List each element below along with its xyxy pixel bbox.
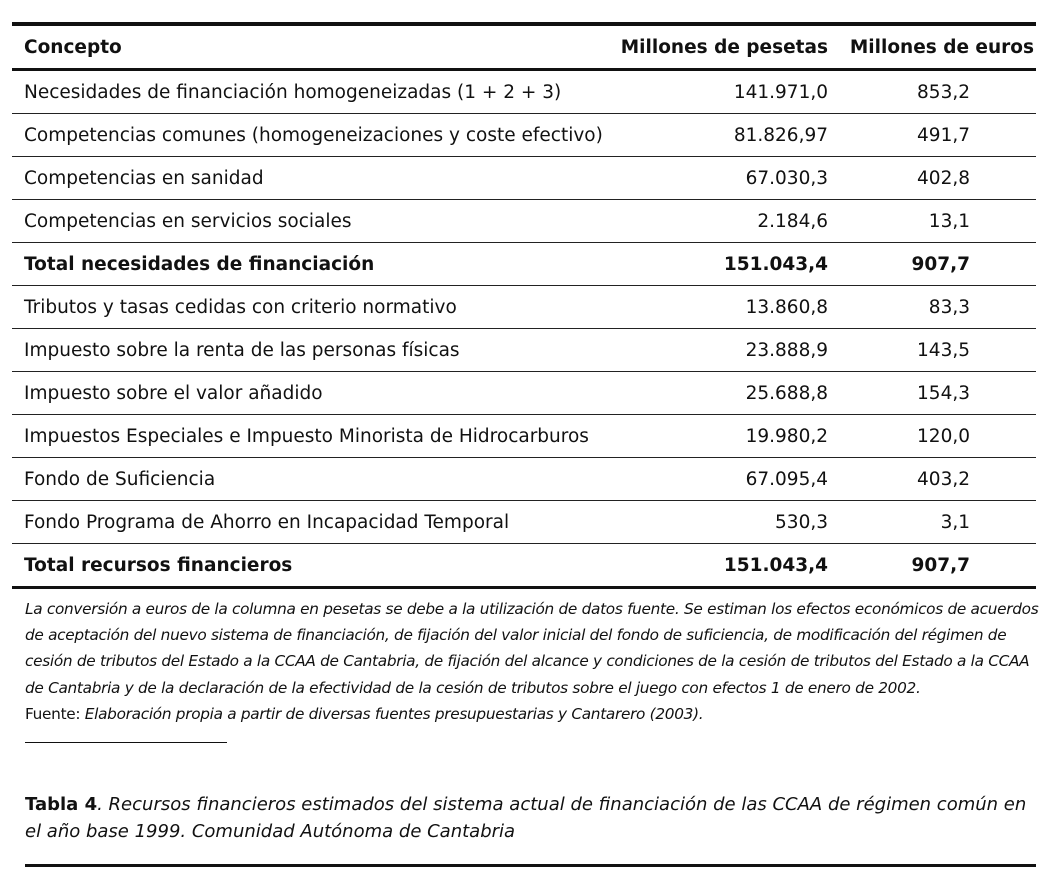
header-pesetas: Millones de pesetas <box>620 36 828 58</box>
table-notes <box>25 596 1040 727</box>
cell-euros: 907,7 <box>911 554 970 576</box>
cell-euros: 402,8 <box>917 167 970 189</box>
cell-euros: 853,2 <box>917 81 970 103</box>
cell-pesetas: 13.860,8 <box>745 296 828 318</box>
notes-text: La conversión a euros de la columna en pesetas se debe a la utilización de datos fuente. Se estiman los efectos económicos de acuerdos de aceptación del nuevo sistema de financiación, de fijación del valor inicial del fondo de suficiencia, de modificación del régimen de cesión de tributos del Estado a la CCAA de Cantabria, de fijación del alcance y condiciones de la cesión de tributos del Estado a la CCAA de Cantabria y de la declaración de la efectividad de la cesión de tributos sobre el juego con efectos 1 de enero de 2002. <box>25 600 1039 697</box>
table-row <box>12 329 1036 372</box>
table-row <box>12 415 1036 458</box>
cell-concepto: Fondo de Suficiencia <box>24 468 216 490</box>
cell-concepto: Impuesto sobre el valor añadido <box>24 382 323 404</box>
cell-pesetas: 25.688,8 <box>745 382 828 404</box>
table-row <box>12 501 1036 544</box>
table-row <box>12 114 1036 157</box>
cell-pesetas: 141.971,0 <box>733 81 828 103</box>
cell-pesetas: 19.980,2 <box>745 425 828 447</box>
cell-pesetas: 151.043,4 <box>723 253 828 275</box>
cell-concepto: Necesidades de financiación homogeneizadas (1 + 2 + 3) <box>24 81 562 103</box>
cell-concepto: Total necesidades de financiación <box>24 253 375 275</box>
cell-pesetas: 67.095,4 <box>745 468 828 490</box>
cell-euros: 491,7 <box>917 124 970 146</box>
cell-pesetas: 2.184,6 <box>757 210 828 232</box>
caption-label: Tabla 4 <box>25 794 98 815</box>
cell-euros: 83,3 <box>928 296 970 318</box>
cell-concepto: Total recursos financieros <box>24 554 293 576</box>
table-caption <box>25 792 1035 845</box>
table-row <box>12 286 1036 329</box>
cell-euros: 120,0 <box>917 425 970 447</box>
footnote-rule <box>25 742 227 743</box>
cell-pesetas: 530,3 <box>775 511 828 533</box>
source-label: Fuente: <box>25 704 81 723</box>
cell-euros: 143,5 <box>917 339 970 361</box>
table-row <box>12 372 1036 415</box>
caption-text: . Recursos financieros estimados del sistema actual de financiación de las CCAA de régimen común en el año base 1999. Comunidad Autónoma de Cantabria <box>25 794 1027 842</box>
cell-concepto: Competencias en sanidad <box>24 167 264 189</box>
financing-table <box>12 22 1036 589</box>
bottom-rule <box>25 864 1036 867</box>
table-row <box>12 200 1036 243</box>
cell-concepto: Competencias comunes (homogeneizaciones y coste efectivo) <box>24 124 603 146</box>
cell-euros: 154,3 <box>917 382 970 404</box>
table-total-row <box>12 243 1036 286</box>
cell-concepto: Tributos y tasas cedidas con criterio normativo <box>24 296 457 318</box>
cell-concepto: Impuestos Especiales e Impuesto Minorista de Hidrocarburos <box>24 425 589 447</box>
header-euros: Millones de euros <box>849 36 1034 58</box>
cell-concepto: Impuesto sobre la renta de las personas físicas <box>24 339 460 361</box>
header-concepto: Concepto <box>24 36 122 58</box>
cell-euros: 907,7 <box>911 253 970 275</box>
cell-euros: 403,2 <box>917 468 970 490</box>
source-text: Elaboración propia a partir de diversas fuentes presupuestarias y Cantarero (2003). <box>84 704 704 723</box>
source-line <box>25 701 1040 727</box>
table-header-row <box>12 24 1036 70</box>
cell-pesetas: 151.043,4 <box>723 554 828 576</box>
cell-euros: 3,1 <box>940 511 970 533</box>
cell-concepto: Competencias en servicios sociales <box>24 210 352 232</box>
cell-pesetas: 81.826,97 <box>733 124 828 146</box>
cell-euros: 13,1 <box>928 210 970 232</box>
cell-pesetas: 23.888,9 <box>745 339 828 361</box>
table-row <box>12 157 1036 200</box>
table-row <box>12 70 1036 114</box>
cell-pesetas: 67.030,3 <box>745 167 828 189</box>
table-row <box>12 458 1036 501</box>
table-total-row <box>12 544 1036 588</box>
cell-concepto: Fondo Programa de Ahorro en Incapacidad Temporal <box>24 511 510 533</box>
